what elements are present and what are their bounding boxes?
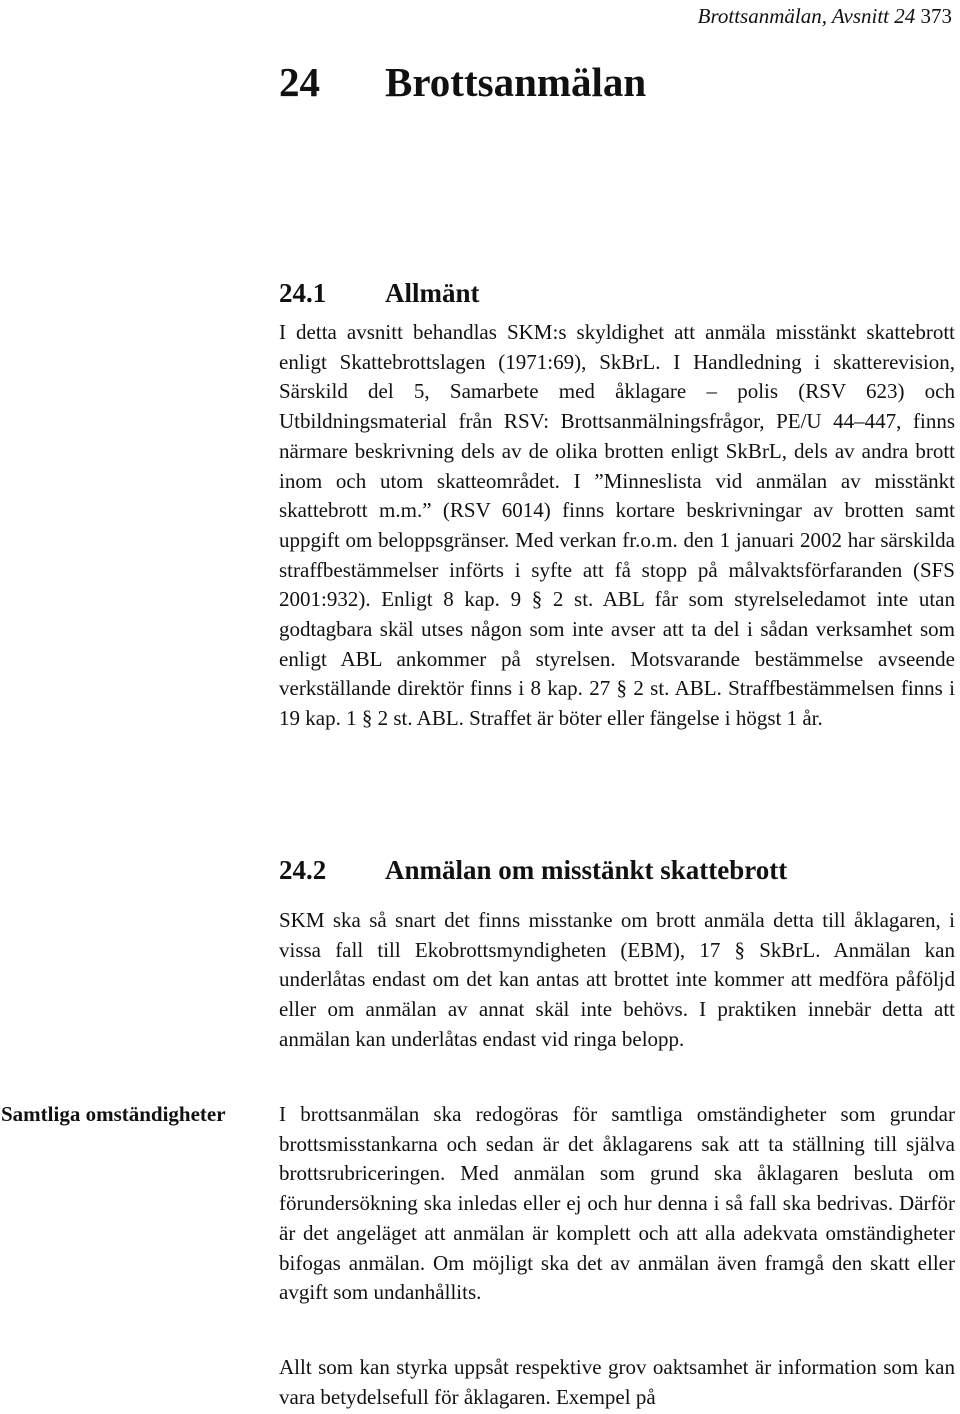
section-2-paragraph-1: SKM ska så snart det finns misstanke om brott anmäla detta till åklagaren, i vissa fall till Ekobrottsmyndigheten (EBM), 17 § SkBrL. Anmälan kan underlåtas endast om det kan antas att brottet inte kommer att medföra påföljd eller om anmälan av annat skäl inte behövs. I praktiken innebär detta att anmälan kan underlåtas endast vid ringa belopp. xyxy=(279,908,955,1051)
section-heading-allmant xyxy=(279,278,480,309)
chapter-title xyxy=(279,58,646,106)
chapter-number: 24 xyxy=(279,59,320,105)
section-title: Allmänt xyxy=(385,278,480,308)
section-2-paragraph-2: I brottsanmälan ska redogöras för samtliga omständigheter som grundar brottsmisstankarna och sedan är det åklagarens sak att ta ställning till själva brottsrubriceringen. Med anmälan som grund ska åklagaren besluta om förundersökning ska inledas eller ej och hur denna i så fall ska bedrivas. Därför är det angeläget att anmälan är komplett och att alla adekvata omständigheter bifogas anmälan. Om möjligt ska det av anmälan även framgå den skatt eller avgift som undanhållits. xyxy=(279,1102,955,1305)
section-number: 24.1 xyxy=(279,278,327,308)
chapter-title-text: Brottsanmälan xyxy=(385,59,647,105)
running-head xyxy=(698,4,952,29)
section-number: 24.2 xyxy=(279,855,327,885)
section-heading-anmalan xyxy=(279,855,787,886)
section-title: Anmälan om misstänkt skattebrott xyxy=(385,855,788,885)
margin-note: Samtliga omständigheter xyxy=(1,1102,226,1126)
section-2-paragraph-3: Allt som kan styrka uppsåt respektive grov oaktsamhet är information som kan vara betydelsefull för åklagaren. Exempel på xyxy=(279,1355,955,1409)
page-number: 373 xyxy=(920,4,952,28)
running-head-title: Brottsanmälan, Avsnitt 24 xyxy=(697,4,916,28)
section-1-paragraph: I detta avsnitt behandlas SKM:s skyldighet att anmäla misstänkt skattebrott enligt Skattebrottslagen (1971:69), SkBrL. I Handledning i skatterevision, Särskild del 5, Samarbete med åklagare – polis (RSV 623) och Utbildningsmaterial från RSV: Brottsanmälningsfrågor, PE/U 44–447, finns närmare beskrivning dels av de olika brotten enligt SkBrL, dels av andra brott inom och utom skatteområdet. I ”Minneslista vid anmälan av misstänkt skattebrott m.m.” (RSV 6014) finns kortare beskrivningar av brotten samt uppgift om beloppsgränser. Med verkan fr.o.m. den 1 januari 2002 har särskilda straffbestämmelser införts i syfte att få stopp på målvaktsförfaranden (SFS 2001:932). Enligt 8 kap. 9 § 2 st. ABL får som styrelseledamot inte utan godtagbara skäl utses någon som inte avser att ta del i sådan verksamhet som enligt ABL ankommer på styrelsen. Motsvarande bestämmelse avseende verkställande direktör finns i 8 kap. 27 § 2 st. ABL. Straffbestämmelsen finns i 19 kap. 1 § 2 st. ABL. Straffet är böter eller fängelse i högst 1 år. xyxy=(279,320,955,731)
